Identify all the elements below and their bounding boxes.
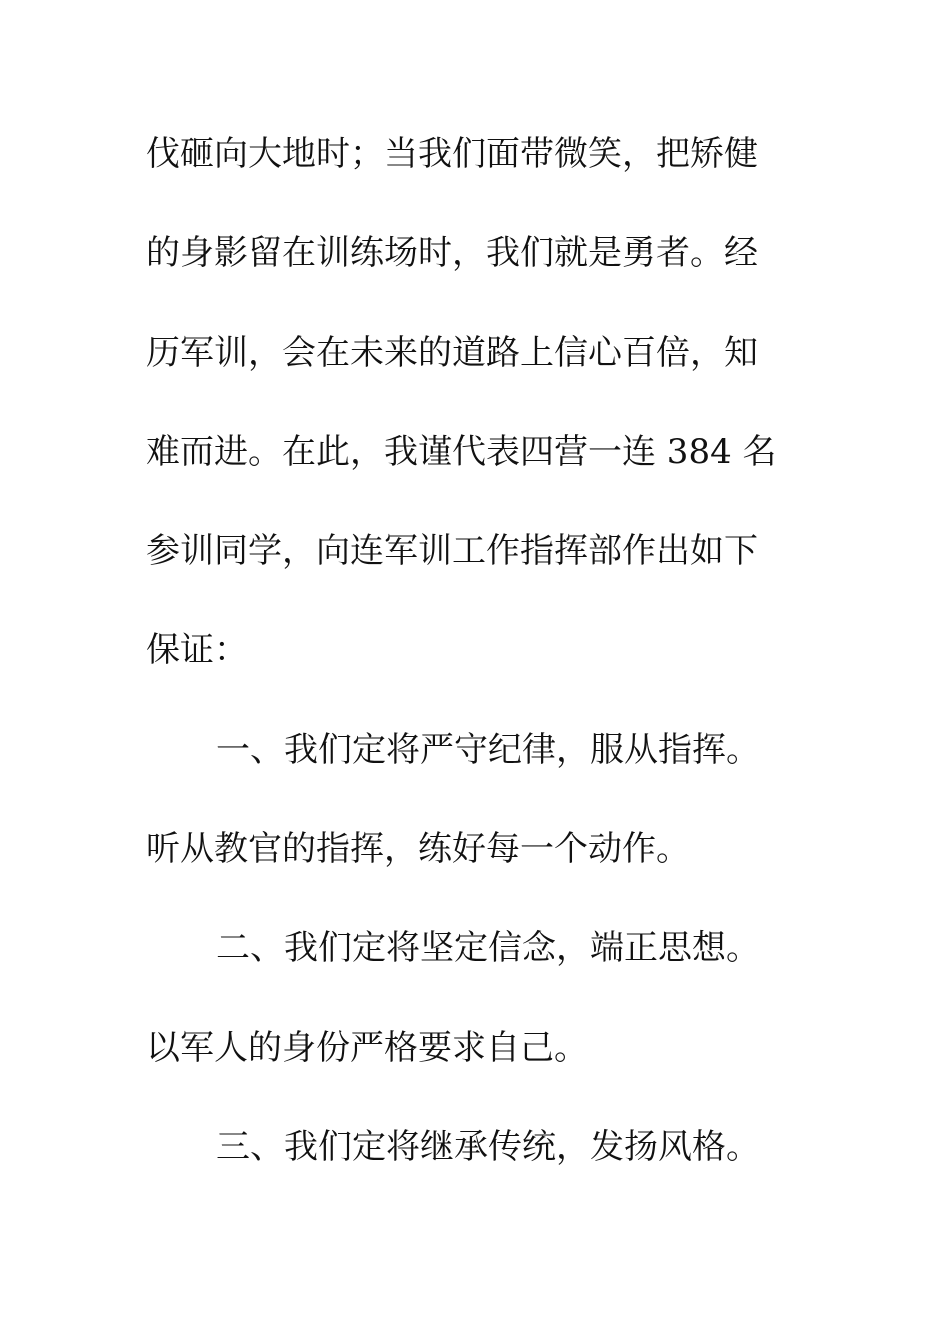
body-line-2: 的身影留在训练场时，我们就是勇者。经 <box>146 233 758 273</box>
pledge-1-heading: 一、我们定将严守纪律，服从指挥。 <box>216 730 760 770</box>
pledge-2-text: 以军人的身份严格要求自己。 <box>146 1028 588 1068</box>
pledge-3-heading: 三、我们定将继承传统，发扬风格。 <box>216 1127 760 1167</box>
pledge-2-heading: 二、我们定将坚定信念，端正思想。 <box>216 928 760 968</box>
pledge-1-text: 听从教官的指挥，练好每一个动作。 <box>146 829 690 869</box>
body-line-6: 保证： <box>146 630 248 670</box>
body-line-4: 难而进。在此，我谨代表四营一连 384 名 <box>146 432 777 472</box>
body-line-1: 伐砸向大地时；当我们面带微笑，把矫健 <box>146 134 758 174</box>
body-line-5: 参训同学，向连军训工作指挥部作出如下 <box>146 531 758 571</box>
body-line-3: 历军训，会在未来的道路上信心百倍，知 <box>146 333 758 373</box>
